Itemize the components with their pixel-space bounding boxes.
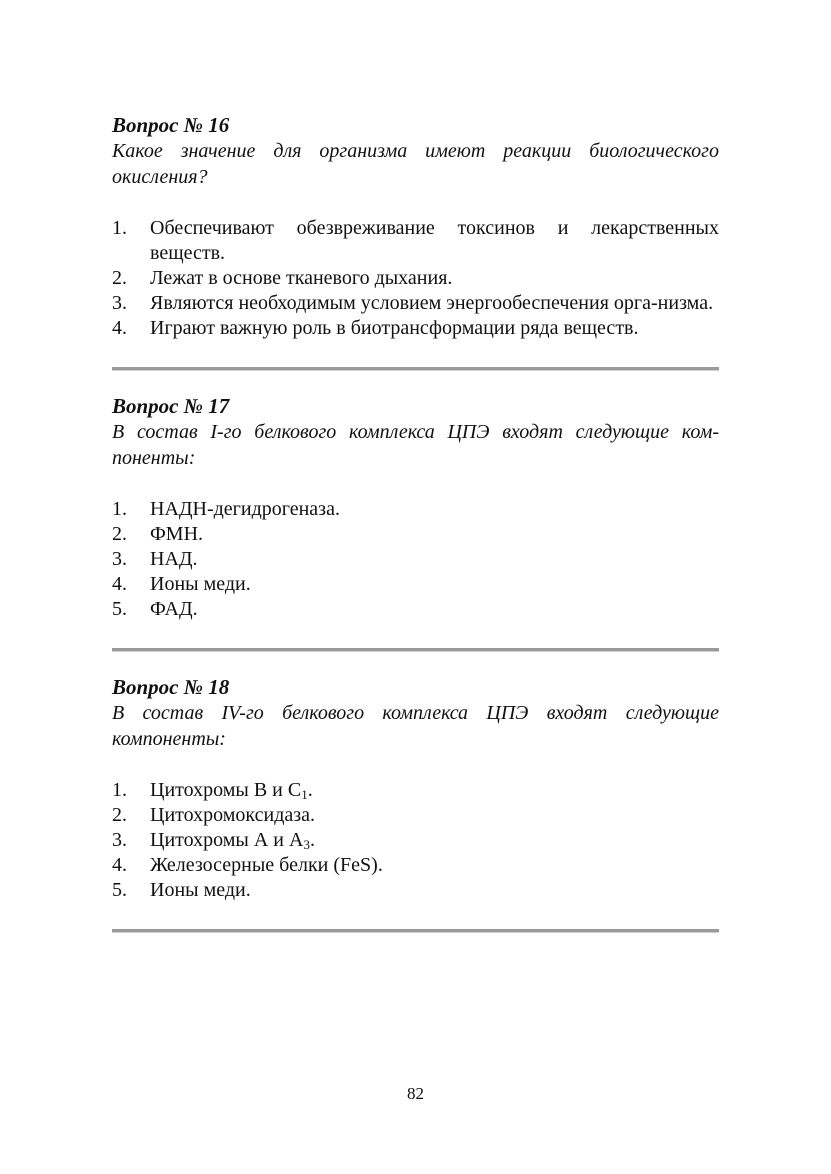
answer-item bbox=[112, 878, 719, 903]
section-divider bbox=[112, 648, 719, 652]
answer-number: 1. bbox=[112, 498, 127, 520]
question-title: Вопрос № 18 bbox=[112, 675, 230, 699]
page-number: 82 bbox=[407, 1084, 424, 1103]
answer-number: 2. bbox=[112, 804, 127, 826]
answer-text bbox=[150, 778, 719, 803]
question-18 bbox=[112, 674, 719, 903]
answer-number: 4. bbox=[112, 317, 127, 339]
answer-text: НАДН-дегидрогеназа. bbox=[150, 498, 340, 520]
answer-text: ФМН. bbox=[150, 523, 204, 545]
answer-text: Цитохромоксидаза. bbox=[150, 804, 316, 826]
section-divider bbox=[112, 367, 719, 371]
answer-text bbox=[150, 828, 719, 853]
answer-number: 3. bbox=[112, 829, 127, 851]
answer-text: Лежат в основе тканевого дыхания. bbox=[150, 267, 453, 289]
answer-text: Железосерные белки (FeS). bbox=[150, 854, 383, 876]
answer-item bbox=[112, 266, 719, 291]
answer-number: 5. bbox=[112, 879, 127, 901]
answer-number: 2. bbox=[112, 523, 127, 545]
answer-number: 3. bbox=[112, 292, 127, 314]
answer-text-main: Цитохромы А и А bbox=[150, 829, 304, 851]
answer-number: 1. bbox=[112, 779, 127, 801]
answer-subscript: 3 bbox=[303, 837, 310, 852]
page-content bbox=[112, 112, 719, 933]
answer-number: 4. bbox=[112, 854, 127, 876]
answer-text: Обеспечивают обезвреживание токсинов и лекарственных веществ. bbox=[150, 217, 719, 264]
answer-list bbox=[112, 216, 719, 341]
question-text: В состав IV-го белкового комплекса ЦПЭ входят следующие компоненты: bbox=[112, 702, 719, 750]
answer-text-end: . bbox=[309, 829, 315, 851]
answer-item bbox=[112, 522, 719, 547]
answer-item bbox=[112, 316, 719, 341]
question-16 bbox=[112, 112, 719, 341]
question-text: Какое значение для организма имеют реакции биологического окисления? bbox=[112, 140, 719, 188]
answer-subscript: 1 bbox=[301, 787, 308, 802]
answer-text: ФАД. bbox=[150, 598, 198, 620]
answer-number: 1. bbox=[112, 217, 127, 239]
answer-item bbox=[112, 216, 719, 266]
question-17 bbox=[112, 393, 719, 622]
answer-text: Ионы меди. bbox=[150, 879, 251, 901]
question-text: В состав I-го белкового комплекса ЦПЭ входят следующие ком-поненты: bbox=[112, 421, 719, 469]
answer-item bbox=[112, 853, 719, 878]
answer-text-end: . bbox=[307, 779, 313, 801]
answer-number: 5. bbox=[112, 598, 127, 620]
answer-text: Являются необходимым условием энергообеспечения орга-низма. bbox=[150, 292, 714, 314]
question-title: Вопрос № 17 bbox=[112, 394, 230, 418]
answer-text-main: Цитохромы B и C bbox=[150, 779, 302, 801]
section-divider bbox=[112, 929, 719, 933]
answer-item bbox=[112, 497, 719, 522]
answer-list bbox=[112, 497, 719, 622]
answer-item bbox=[112, 547, 719, 572]
answer-item bbox=[112, 597, 719, 622]
answer-text: Играют важную роль в биотрансформации ряда веществ. bbox=[150, 317, 639, 339]
answer-text: Ионы меди. bbox=[150, 573, 251, 595]
question-title: Вопрос № 16 bbox=[112, 113, 230, 137]
answer-number: 2. bbox=[112, 267, 127, 289]
answer-item bbox=[112, 803, 719, 828]
answer-item bbox=[112, 572, 719, 597]
answer-item bbox=[112, 291, 719, 316]
answer-number: 4. bbox=[112, 573, 127, 595]
answer-item bbox=[112, 778, 719, 803]
answer-list bbox=[112, 778, 719, 903]
answer-item bbox=[112, 828, 719, 853]
answer-number: 3. bbox=[112, 548, 127, 570]
answer-text: НАД. bbox=[150, 548, 198, 570]
